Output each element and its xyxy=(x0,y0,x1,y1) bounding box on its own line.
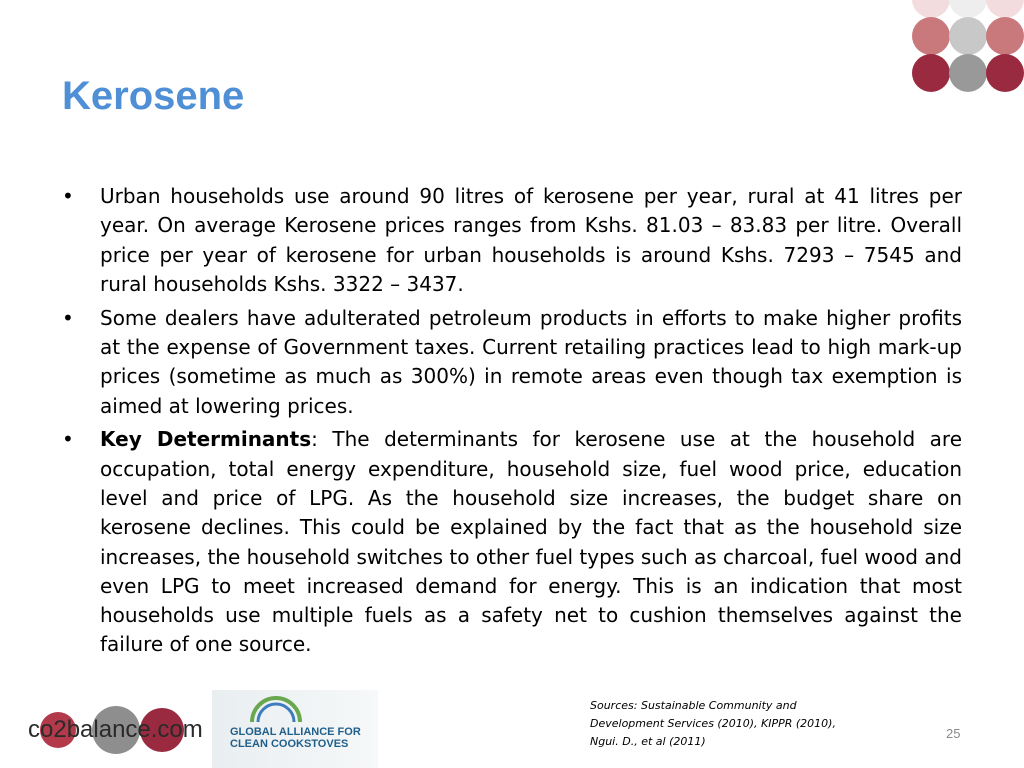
gacc-logo-text xyxy=(230,726,361,750)
circle-r3c1 xyxy=(912,54,950,92)
bullet-item xyxy=(62,425,962,659)
footer-logos xyxy=(0,690,380,768)
circle-r2c1 xyxy=(912,17,950,55)
slide-title: Kerosene xyxy=(62,74,245,118)
gacc-logo xyxy=(212,690,378,768)
bullet-lead: Key Determinants xyxy=(100,427,312,452)
page-number: 25 xyxy=(946,726,961,741)
bullet-text: : The determinants for kerosene use at the household are occupation, total energy expenditure, household size, fuel wood price, education level and price of LPG. As the household size increases, the budget share on kerosene declines. This could be explained by the fact that as the household size increases, the household switches to other fuel types such as charcoal, fuel wood and even LPG to meet increased demand for energy. This is an indication that most households use multiple fuels as a safety net to cushion themselves against the failure of one source. xyxy=(100,427,962,657)
bullet-list xyxy=(62,182,962,664)
circle-r3c3 xyxy=(986,54,1024,92)
circle-r1c1 xyxy=(912,0,950,18)
circle-r1c2 xyxy=(949,0,987,18)
bullet-text: Some dealers have adulterated petroleum products in efforts to make higher profits at the expense of Government taxes. Current retailing practices lead to high mark-up prices (sometime as much as 300%) in remote areas even though tax exemption is aimed at lowering prices. xyxy=(100,305,962,418)
bullet-text: Urban households use around 90 litres of kerosene per year, rural at 41 litres per year. On average Kerosene prices ranges from Kshs. 81.03 – 83.83 per litre. Overall price per year of kerosene for urban households is around Kshs. 7293 – 7545 and rural households Kshs. 3322 – 3437. xyxy=(100,184,962,296)
circle-r3c2 xyxy=(949,54,987,92)
gacc-line2: CLEAN COOKSTOVES xyxy=(230,738,349,750)
bullet-item xyxy=(62,182,962,299)
circle-r2c3 xyxy=(986,17,1024,55)
co2balance-logo: co2balance.com xyxy=(28,716,203,743)
circle-r1c3 xyxy=(986,0,1024,18)
circle-r2c2 xyxy=(949,17,987,55)
gacc-arc-icon xyxy=(248,696,304,724)
bullet-marker: • xyxy=(62,305,74,330)
bullet-marker: • xyxy=(62,427,74,452)
sources-note: Sources: Sustainable Community and Development Services (2010), KIPPR (2010), Ngui. D., et al (2011) xyxy=(590,699,836,748)
gacc-line1: GLOBAL ALLIANCE FOR xyxy=(230,726,361,738)
bullet-item xyxy=(62,304,962,421)
bullet-marker: • xyxy=(62,184,74,208)
